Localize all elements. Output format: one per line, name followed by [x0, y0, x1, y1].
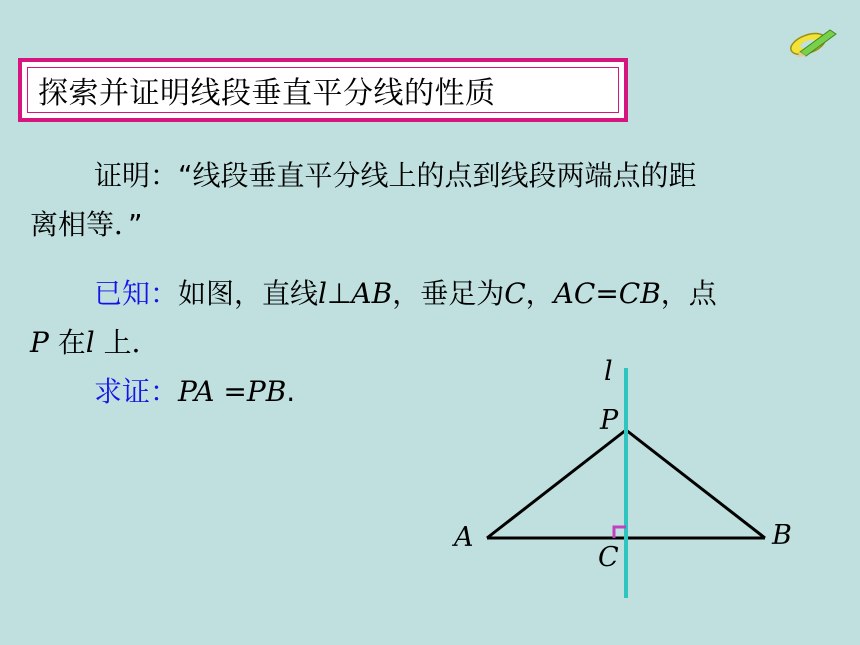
segment-pb-line	[626, 430, 765, 538]
page-title: 探索并证明线段垂直平分线的性质	[27, 67, 619, 113]
segment-cb: CB	[618, 277, 661, 310]
segment-pa-line	[487, 430, 626, 538]
label-b: B	[772, 520, 792, 551]
perp-symbol: ⊥	[327, 277, 352, 310]
given-text-1: 如图，直线	[178, 277, 319, 310]
equals-sign: =	[595, 277, 619, 310]
statement-line-2: 离相等．”	[30, 208, 143, 241]
prove-label: 求证：	[94, 375, 179, 408]
line-l-symbol: l	[318, 277, 327, 310]
point-p-symbol: P	[30, 326, 49, 359]
prove-period: .	[286, 375, 296, 408]
label-p: P	[600, 405, 619, 436]
prove-expression: PA =PB	[178, 375, 287, 408]
given-text-6: 上．	[94, 326, 160, 359]
given-text-5: 在	[48, 326, 86, 359]
point-c-symbol: C	[504, 277, 526, 310]
segment-ab: AB	[351, 277, 393, 310]
given-text-2: ，垂足为	[392, 277, 505, 310]
label-c: C	[598, 542, 619, 573]
segment-ac: AC	[553, 277, 596, 310]
label-l: l	[604, 356, 613, 387]
given-text-3: ，	[525, 277, 554, 310]
given-label: 已知：	[94, 277, 179, 310]
label-a: A	[454, 522, 474, 553]
given-text-4: ，点	[660, 277, 717, 310]
line-l-symbol-2: l	[85, 326, 95, 359]
statement-line-1: 证明：“线段垂直平分线上的点到线段两端点的距	[94, 159, 697, 192]
